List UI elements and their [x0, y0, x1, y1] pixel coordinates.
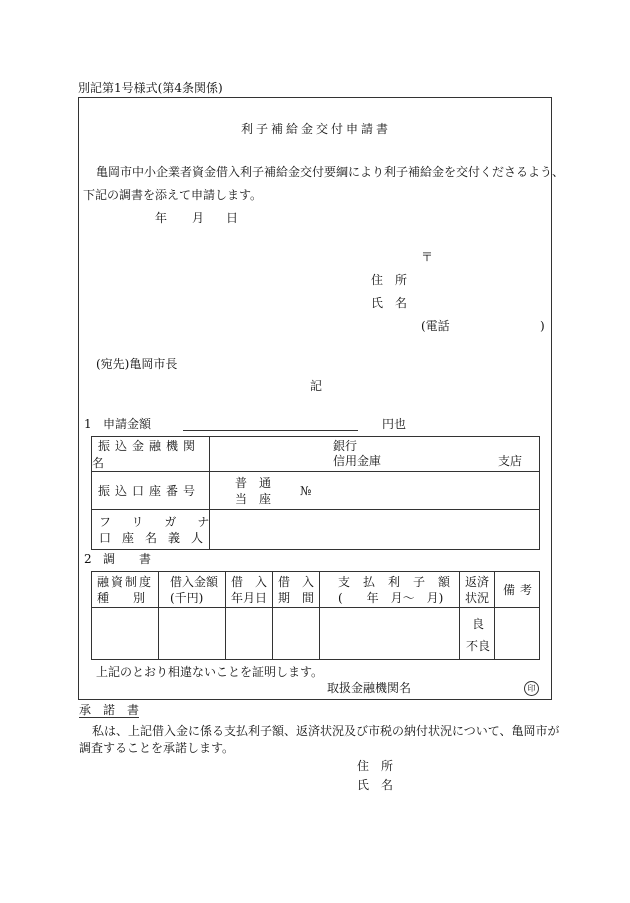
col-loan-type	[92, 572, 159, 608]
loan-type-line1: 融資制度	[97, 575, 154, 589]
postal-mark: 〒	[421, 250, 434, 264]
interest-value	[320, 608, 460, 660]
date-year: 年	[155, 211, 168, 225]
branch-text: 支店	[498, 454, 523, 468]
date-day: 日	[226, 211, 239, 225]
shinkin-text: 信用金庫	[333, 454, 382, 468]
loan-period-line1: 借 入	[278, 575, 315, 589]
consent-line-2: 調査することを承諾します。	[79, 741, 235, 755]
loan-period-value	[273, 608, 320, 660]
col-repayment	[460, 572, 495, 608]
col-interest	[320, 572, 464, 608]
loan-type-value	[92, 608, 159, 660]
section2-number: 2	[84, 552, 92, 566]
intro-line-1: 亀岡市中小企業者資金借入利子補給金交付要綱により利子補給金を交付くださるよう、	[96, 165, 565, 179]
loan-date-line1: 借 入	[231, 575, 268, 589]
futsu-text: 普 通	[235, 476, 272, 490]
phone-close: )	[540, 319, 545, 333]
col-loan-period	[273, 572, 320, 608]
col-remarks	[495, 572, 540, 608]
addressee: (宛先)亀岡市長	[96, 357, 178, 371]
phone-open: (電話	[421, 319, 450, 333]
bank-name-cell	[210, 437, 540, 472]
amount-underline	[183, 430, 358, 431]
form-label: 別記第1号様式(第4条関係)	[78, 81, 223, 95]
institution-label: 取扱金融機関名	[327, 681, 412, 695]
section1-label: 申請金額	[103, 417, 152, 431]
repayment-line1: 返済	[465, 575, 490, 589]
date-month: 月	[192, 211, 205, 225]
account-label-cell	[92, 472, 210, 510]
loan-date-line2: 年月日	[231, 591, 268, 605]
amount-line1: 借入金額	[170, 575, 219, 589]
loan-date-value	[226, 608, 273, 660]
ki-heading: 記	[310, 379, 323, 393]
amount-line2: (千円)	[170, 591, 204, 605]
intro-line-2: 下記の調書を添えて申請します。	[83, 188, 263, 202]
interest-line1: 支払利子額	[338, 575, 464, 589]
consent-title: 承 諾 書	[79, 703, 140, 717]
repayment-line2: 状況	[465, 591, 490, 605]
repayment-good: 良	[472, 617, 485, 631]
section1-unit: 円也	[382, 417, 407, 431]
toza-text: 当 座	[235, 492, 272, 506]
holder-cell	[210, 510, 540, 550]
consent-name-label: 氏 名	[357, 778, 394, 792]
section2-label: 調 書	[103, 552, 152, 566]
bank-name-label-cell	[92, 437, 210, 472]
certify-text: 上記のとおり相違ないことを証明します。	[96, 665, 324, 679]
amount-value	[159, 608, 226, 660]
repayment-value	[460, 608, 495, 660]
bank-table	[91, 436, 540, 550]
col-loan-date	[226, 572, 273, 608]
account-label: 振込口座番号	[98, 484, 201, 498]
applicant-name-label: 氏 名	[371, 296, 408, 310]
seal-mark: 印	[524, 681, 539, 696]
no-mark: №	[300, 484, 312, 498]
furigana-label: フリガナ	[99, 515, 231, 529]
repayment-bad: 不良	[466, 639, 491, 653]
remarks-label: 備考	[503, 583, 538, 597]
bank-name-label: 振込金融機関名	[92, 439, 201, 470]
consent-address-label: 住 所	[357, 759, 394, 773]
loan-period-line2: 期 間	[278, 591, 315, 605]
survey-table	[91, 571, 540, 660]
section1-number: 1	[84, 417, 92, 431]
remarks-value	[495, 608, 540, 660]
holder-label-cell	[92, 510, 231, 550]
loan-type-line2: 種 別	[97, 591, 146, 605]
interest-line2: ( 年 月～ 月)	[338, 591, 444, 605]
consent-line-1: 私は、上記借入金に係る支払利子額、返済状況及び市税の納付状況について、亀岡市が	[92, 724, 560, 738]
holder-label: 口座名義人	[99, 531, 215, 545]
document-title: 利子補給金交付申請書	[241, 122, 392, 136]
applicant-address-label: 住 所	[371, 273, 408, 287]
bank-text: 銀行	[333, 439, 358, 453]
col-amount	[159, 572, 226, 608]
account-cell	[210, 472, 540, 510]
